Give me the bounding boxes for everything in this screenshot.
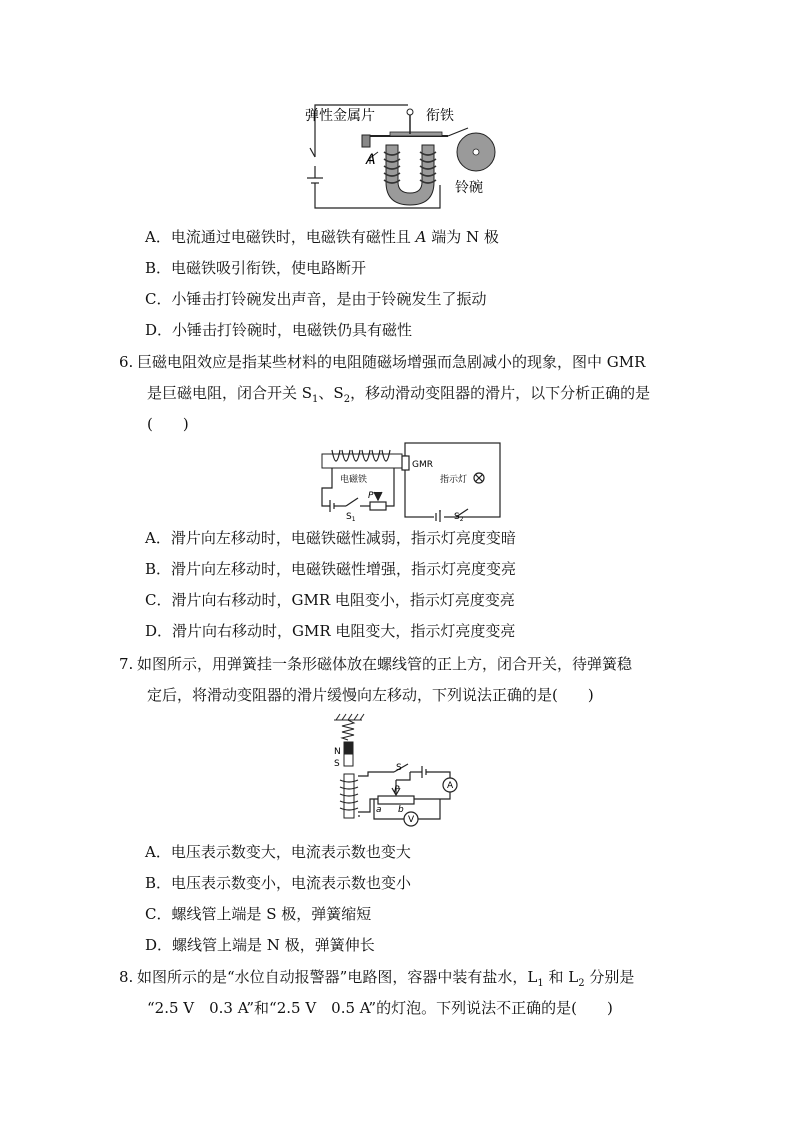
switch-lever — [310, 148, 315, 157]
q8-number: 8. — [119, 968, 134, 986]
figure-electric-bell — [300, 100, 500, 215]
label-switch-s2: $S_2$ — [454, 512, 464, 522]
label-electromagnet: 电磁铁 — [340, 475, 368, 485]
q6-option-d: D．滑片向右移动时，GMR 电阻变大，指示灯亮度变亮 — [145, 622, 516, 640]
q6-stem-line2: 是巨磁电阻，闭合开关 $S_1$、$S_2$，移动滑动变阻器的滑片，以下分析正确的是 — [147, 384, 651, 405]
label-end-a: a — [376, 805, 382, 815]
label-voltmeter: V — [408, 815, 415, 825]
q5-option-b: B．电磁铁吸引衔铁，使电路断开 — [145, 259, 367, 277]
q6-stem-line1: 巨磁电阻效应是指某些材料的电阻随磁场增强而急剧减小的现象，图中 GMR — [137, 353, 646, 371]
label-magnet-s: S — [334, 759, 340, 769]
q5-option-a: A．电流通过电磁铁时，电磁铁有磁性且 A 端为 N 极 — [145, 228, 499, 246]
label-spring-metal: 弹性金属片 — [305, 108, 375, 124]
figure-solenoid-circuit — [328, 712, 470, 832]
q8-stem-line1: 如图所示的是“水位自动报警器”电路图，容器中装有盐水，$L_1$ 和 $L_2$ 分别是 — [137, 968, 635, 989]
q7-number: 7. — [119, 655, 134, 673]
q5-option-d: D．小锤击打铃碗时，电磁铁仍具有磁性 — [145, 321, 413, 339]
label-armature: 衔铁 — [426, 108, 454, 124]
q7-stem-line2: 定后，将滑动变阻器的滑片缓慢向左移动，下列说法正确的是( ) — [147, 686, 594, 704]
label-magnet-n: N — [334, 747, 341, 757]
q6-option-a: A．滑片向左移动时，电磁铁磁性减弱，指示灯亮度变暗 — [145, 529, 516, 547]
label-bell: 铃碗 — [455, 180, 483, 196]
label-end-b: b — [398, 805, 404, 815]
label-switch-s1: $S_1$ — [346, 512, 356, 522]
q7-option-d: D．螺线管上端是 N 极，弹簧伸长 — [145, 936, 375, 954]
label-slider-p: P — [394, 785, 400, 795]
q5-option-c: C．小锤击打铃碗发出声音，是由于铃碗发生了振动 — [145, 290, 487, 308]
label-gmr: GMR — [412, 460, 433, 470]
q7-stem-line1: 如图所示，用弹簧挂一条形磁体放在螺线管的正上方，闭合开关，待弹簧稳 — [137, 655, 633, 673]
q6-option-b: B．滑片向左移动时，电磁铁磁性增强，指示灯亮度变亮 — [145, 560, 517, 578]
label-switch-s: S — [396, 763, 402, 773]
q6-number: 6. — [119, 353, 134, 371]
figure-gmr-circuit — [302, 440, 502, 522]
q7-option-c: C．螺线管上端是 S 极，弹簧缩短 — [145, 905, 372, 923]
q7-option-a: A．电压表示数变大，电流表示数也变大 — [145, 843, 411, 861]
q6-option-c: C．滑片向右移动时，GMR 电阻变小，指示灯亮度变亮 — [145, 591, 515, 609]
q7-option-b: B．电压表示数变小，电流表示数也变小 — [145, 874, 412, 892]
label-indicator-lamp: 指示灯 — [440, 475, 468, 485]
label-slider-p: P — [368, 491, 374, 501]
label-ammeter: A — [447, 781, 454, 791]
label-a-end: A — [366, 152, 376, 168]
q6-answer-bracket: ( ) — [147, 415, 189, 433]
q8-stem-line2: “2.5 V 0.3 A”和“2.5 V 0.5 A”的灯泡。下列说法不正确的是( ) — [147, 999, 613, 1017]
